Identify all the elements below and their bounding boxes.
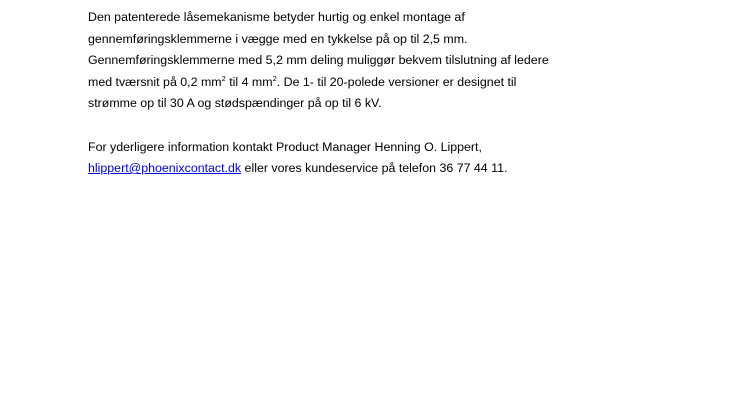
paragraph-product-description [88,7,728,115]
text-line [88,158,728,180]
text-segment: med tværsnit på 0,2 mm [88,74,222,89]
text-segment: eller vores kundeservice på telefon 36 77 44 11. [241,161,508,176]
text-segment: til 4 mm [225,74,273,89]
email-link[interactable]: hlippert@phoenixcontact.dk [88,161,242,176]
superscript: 2 [221,73,226,83]
text-line: strømme op til 30 A og stødspændinger på op til 6 kV. [88,96,382,111]
paragraph-contact [88,137,728,180]
text-line [88,72,728,94]
text-line: For yderligere information kontakt Product Manager Henning O. Lippert, [88,139,482,154]
text-line: Den patenterede låsemekanisme betyder hurtig og enkel montage af [88,10,465,24]
paragraph-spacer [88,115,728,137]
text-segment: . De 1- til 20-polede versioner er designet til [276,74,517,89]
text-line: gennemføringsklemmerne i vægge med en tykkelse på op til 2,5 mm. [88,31,468,46]
document-body [88,7,728,180]
text-line: Gennemføringsklemmerne med 5,2 mm deling muliggør bekvem tilslutning af ledere [88,53,549,68]
superscript: 2 [272,73,277,83]
